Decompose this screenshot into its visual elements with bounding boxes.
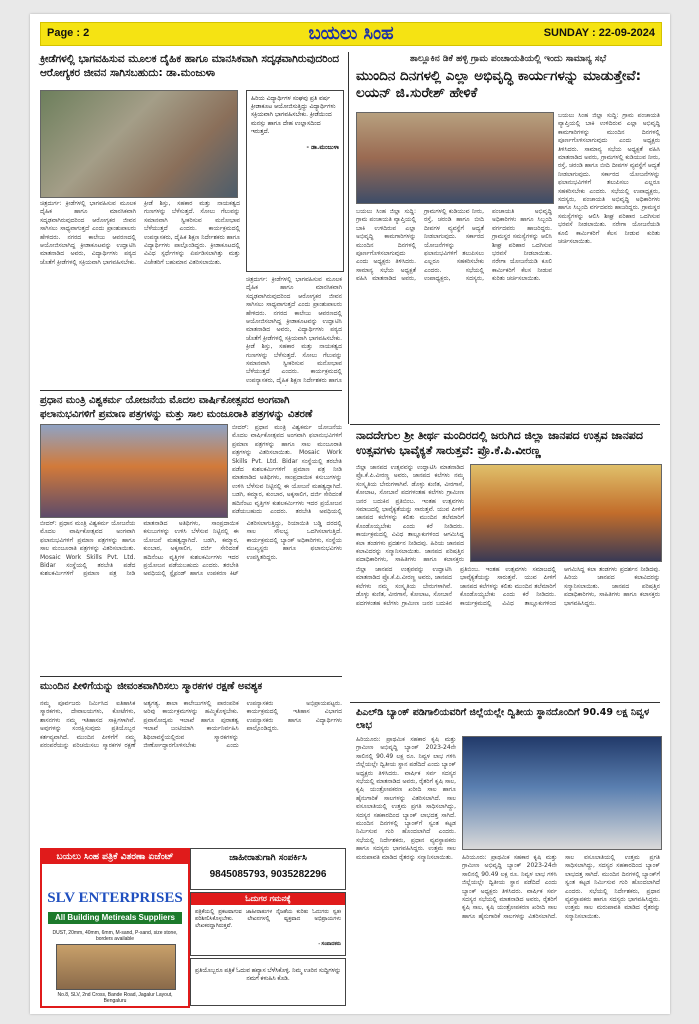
newspaper-title: ಬಯಲು ಸಿಂಹ [308, 23, 394, 44]
section-divider [40, 390, 342, 391]
story2-kicker: ತಾಲ್ಲೂಕಿನ ಡಿಕೆ ಹಳ್ಳಿ ಗ್ರಾಮ ಪಂಚಾಯತಿಯಲ್ಲಿ ಇಂದು ಸಾಮಾನ್ಯ ಸಭೆ [409, 54, 607, 64]
story5-headline: ಮುಂದಿನ ಪೀಳಿಗೆಯನ್ನು ಜೀವಂತವಾಗಿರಿಸಲು ಸ್ಮಾರಕಗಳ ರಕ್ಷಣೆ ಅವಶ್ಯಕ [40, 681, 263, 692]
story1-body: ಚಿತ್ರದುರ್ಗ: ಕ್ರೀಡೆಗಳಲ್ಲಿ ಭಾಗವಹಿಸುವ ಮೂಲಕ ದೈಹಿಕ ಹಾಗೂ ಮಾನಸಿಕವಾಗಿ ಸದೃಢವಾಗಿರುವುದರಿಂದ ಆರೋಗ್ಯಕರ ಜೀವನ ಸಾಗಿಸಲು ಸಾಧ್ಯವಾಗುತ್ತದೆ ಎಂದು ಪ್ರಾಂಶುಪಾಲರು ಹೇಳಿದರು. ನಗರದ ಕಾಲೇಜು ಆವರಣದಲ್ಲಿ ಆಯೋಜಿಸಲಾಗಿದ್ದ ಕ್ರೀಡಾಕೂಟವನ್ನು ಉದ್ಘಾಟಿಸಿ ಮಾತನಾಡಿದ ಅವರು, ವಿದ್ಯಾರ್ಥಿಗಳು ಪಠ್ಯದ ಜೊತೆಗೆ ಕ್ರೀಡೆಗಳಲ್ಲಿ ಸಕ್ರಿಯವಾಗಿ ಭಾಗವಹಿಸಬೇಕು. ಕ್ರೀಡೆ ಶಿಸ್ತು, ಸಹಕಾರ ಮತ್ತು ನಾಯಕತ್ವದ ಗುಣಗಳನ್ನು ಬೆಳೆಸುತ್ತದೆ. ಸೋಲು ಗೆಲುವನ್ನು ಸಮಾನವಾಗಿ ಸ್ವೀಕರಿಸುವ ಮನೋಭಾವ ಬೆಳೆಯುತ್ತದೆ ಎಂದರು. ಕಾರ್ಯಕ್ರಮದಲ್ಲಿ ಉಪನ್ಯಾಸಕರು, ದೈಹಿಕ ಶಿಕ್ಷಣ ನಿರ್ದೇಶಕರು ಹಾಗೂ ವಿದ್ಯಾರ್ಥಿಗಳು ಪಾಲ್ಗೊಂಡಿದ್ದರು. ಕ್ರೀಡಾಕೂಟದಲ್ಲಿ ವಿವಿಧ ಸ್ಪರ್ಧೆಗಳನ್ನು ಏರ್ಪಡಿಸಲಾಗಿತ್ತು ಮತ್ತು ವಿಜೇತರಿಗೆ ಬಹುಮಾನ ವಿತರಿಸಲಾಯಿತು. [40, 200, 240, 266]
column-divider [348, 52, 349, 424]
story4-photo [470, 464, 662, 562]
masthead [40, 22, 662, 46]
slv-ad-header: ಬಯಲು ಸಿಂಹ ಪತ್ರಿಕೆ ವಿತರಣಾ ಏಜೆಂಟ್ [42, 850, 188, 864]
issue-date: SUNDAY : 22-09-2024 [543, 27, 655, 39]
slv-address: No.8, SLV, 2nd Cross, Bande Road, Jagalur Layout, Bengaluru [57, 992, 173, 1004]
story3-body: ಬೀದರ್: ಪ್ರಧಾನ ಮಂತ್ರಿ ವಿಶ್ವಕರ್ಮ ಯೋಜನೆಯ ಮೊದಲ ವಾರ್ಷಿಕೋತ್ಸವದ ಅಂಗವಾಗಿ ಫಲಾನುಭವಿಗಳಿಗೆ ಪ್ರಮಾಣ ಪತ್ರಗಳನ್ನು ಹಾಗೂ ಸಾಲ ಮಂಜೂರಾತಿ ಪತ್ರಗಳನ್ನು ವಿತರಿಸಲಾಯಿತು. Mosaic Work Skills Pvt. Ltd. Bidar ಸಂಸ್ಥೆಯಲ್ಲಿ ತರಬೇತಿ ಪಡೆದ ಕುಶಲಕರ್ಮಿಗಳಿಗೆ ಪ್ರಮಾಣ ಪತ್ರ ನೀಡಿ ಮಾತನಾಡಿದ ಅತಿಥಿಗಳು, ಸಾಂಪ್ರದಾಯಿಕ ಕಸುಬುಗಳನ್ನು ಉಳಿಸಿ ಬೆಳೆಸುವ ನಿಟ್ಟಿನಲ್ಲಿ ಈ ಯೋಜನೆ ಮಹತ್ವದ್ದಾಗಿದೆ. ಬಡಗಿ, ಕಮ್ಮಾರ, ಕುಂಬಾರ, ಅಕ್ಕಸಾಲಿಗ, ದರ್ಜಿ ಸೇರಿದಂತೆ ಹದಿನೆಂಟು ವೃತ್ತಿಗಳ ಕುಶಲಕರ್ಮಿಗಳು ಇದರ ಪ್ರಯೋಜನ ಪಡೆಯಬಹುದು ಎಂದರು. ತರಬೇತಿ ಅವಧಿಯಲ್ಲಿ ಸ್ಟೈಫಂಡ್ ಹಾಗೂ ಉಪಕರಣ ಕಿಟ್ ವಿತರಿಸಲಾಗುತ್ತಿದ್ದು, ರಿಯಾಯಿತಿ ಬಡ್ಡಿ ದರದಲ್ಲಿ ಸಾಲ ಸೌಲಭ್ಯ ಒದಗಿಸಲಾಗುತ್ತಿದೆ. ಕಾರ್ಯಕ್ರಮದಲ್ಲಿ ಬ್ಯಾಂಕ್ ಅಧಿಕಾರಿಗಳು, ಸಂಸ್ಥೆಯ ಮುಖ್ಯಸ್ಥರು ಹಾಗೂ ಫಲಾನುಭವಿಗಳು ಉಪಸ್ಥಿತರಿದ್ದರು. [40, 520, 342, 578]
story1-quote-box [246, 90, 344, 272]
story2-headline: ಮುಂದಿನ ದಿನಗಳಲ್ಲಿ ಎಲ್ಲಾ ಅಭಿವೃದ್ಧಿ ಕಾರ್ಯಗಳನ್ನು ಮಾಡುತ್ತೇವೆ: ಲಯನ್ ಜಿ.ಸುರೇಶ್ ಹೇಳಿಕೆ [356, 68, 641, 101]
section-divider [40, 676, 342, 677]
story4-headline: ನಾದದೇಗುಲ ಶ್ರೀ ತೀರ್ಥ ಮಂದಿರದಲ್ಲಿ ಜರುಗಿದ ಜಿಲ್ಲಾ ಜಾನಪದ ಉತ್ಸವ ಜಾನಪದ ಉತ್ಸವಗಳು ಭಾವೈಕ್ಯತೆ ಸಾರುತ್ತವೆ: ಪ್ರೊ.ಕೆ.ಪಿ.ವೀರಣ್ಣ [356, 429, 643, 457]
story3-body-side: ಬೀದರ್: ಪ್ರಧಾನ ಮಂತ್ರಿ ವಿಶ್ವಕರ್ಮ ಯೋಜನೆಯ ಮೊದಲ ವಾರ್ಷಿಕೋತ್ಸವದ ಅಂಗವಾಗಿ ಫಲಾನುಭವಿಗಳಿಗೆ ಪ್ರಮಾಣ ಪತ್ರಗಳನ್ನು ಹಾಗೂ ಸಾಲ ಮಂಜೂರಾತಿ ಪತ್ರಗಳನ್ನು ವಿತರಿಸಲಾಯಿತು. Mosaic Work Skills Pvt. Ltd. Bidar ಸಂಸ್ಥೆಯಲ್ಲಿ ತರಬೇತಿ ಪಡೆದ ಕುಶಲಕರ್ಮಿಗಳಿಗೆ ಪ್ರಮಾಣ ಪತ್ರ ನೀಡಿ ಮಾತನಾಡಿದ ಅತಿಥಿಗಳು, ಸಾಂಪ್ರದಾಯಿಕ ಕಸುಬುಗಳನ್ನು ಉಳಿಸಿ ಬೆಳೆಸುವ ನಿಟ್ಟಿನಲ್ಲಿ ಈ ಯೋಜನೆ ಮಹತ್ವದ್ದಾಗಿದೆ. ಬಡಗಿ, ಕಮ್ಮಾರ, ಕುಂಬಾರ, ಅಕ್ಕಸಾಲಿಗ, ದರ್ಜಿ ಸೇರಿದಂತೆ ಹದಿನೆಂಟು ವೃತ್ತಿಗಳ ಕುಶಲಕರ್ಮಿಗಳು ಇದರ ಪ್ರಯೋಜನ ಪಡೆಯಬಹುದು ಎಂದರು. ತರಬೇತಿ ಅವಧಿಯಲ್ಲಿ [232, 424, 342, 516]
footer-box [190, 958, 346, 1006]
slv-tagline: All Building Metireals Suppliers [48, 912, 182, 924]
newspaper-page [30, 14, 670, 1014]
story1-quote: ಹಿರಿಯ ವಿದ್ಯಾರ್ಥಿಗಳ ಸಂಘವು ಪ್ರತಿ ವರ್ಷ ಕ್ರೀಡಾಕೂಟ ಆಯೋಜಿಸುತ್ತಿದ್ದು ವಿದ್ಯಾರ್ಥಿಗಳು ಸಕ್ರಿಯವಾಗಿ ಭಾಗವಹಿಸಬೇಕು. ಕ್ರೀಡೆಯಿಂದ ಮನಸ್ಸು ಹಾಗೂ ದೇಹ ಉಲ್ಲಾಸದಿಂದ ಇರುತ್ತದೆ. [251, 95, 336, 135]
story1-body-continued: ಚಿತ್ರದುರ್ಗ: ಕ್ರೀಡೆಗಳಲ್ಲಿ ಭಾಗವಹಿಸುವ ಮೂಲಕ ದೈಹಿಕ ಹಾಗೂ ಮಾನಸಿಕವಾಗಿ ಸದೃಢವಾಗಿರುವುದರಿಂದ ಆರೋಗ್ಯಕರ ಜೀವನ ಸಾಗಿಸಲು ಸಾಧ್ಯವಾಗುತ್ತದೆ ಎಂದು ಪ್ರಾಂಶುಪಾಲರು ಹೇಳಿದರು. ನಗರದ ಕಾಲೇಜು ಆವರಣದಲ್ಲಿ ಆಯೋಜಿಸಲಾಗಿದ್ದ ಕ್ರೀಡಾಕೂಟವನ್ನು ಉದ್ಘಾಟಿಸಿ ಮಾತನಾಡಿದ ಅವರು, ವಿದ್ಯಾರ್ಥಿಗಳು ಪಠ್ಯದ ಜೊತೆಗೆ ಕ್ರೀಡೆಗಳಲ್ಲಿ ಸಕ್ರಿಯವಾಗಿ ಭಾಗವಹಿಸಬೇಕು. ಕ್ರೀಡೆ ಶಿಸ್ತು, ಸಹಕಾರ ಮತ್ತು ನಾಯಕತ್ವದ ಗುಣಗಳನ್ನು ಬೆಳೆಸುತ್ತದೆ. ಸೋಲು ಗೆಲುವನ್ನು ಸಮಾನವಾಗಿ ಸ್ವೀಕರಿಸುವ ಮನೋಭಾವ ಬೆಳೆಯುತ್ತದೆ ಎಂದರು. ಕಾರ್ಯಕ್ರಮದಲ್ಲಿ ಉಪನ್ಯಾಸಕರು, ದೈಹಿಕ ಶಿಕ್ಷಣ ನಿರ್ದೇಶಕರು ಹಾಗೂ [246, 276, 342, 384]
story2-body: ಬಯಲು ಸಿಂಹ ಜಿಲ್ಲಾ ಸುದ್ದಿ: ಗ್ರಾಮ ಪಂಚಾಯತಿ ವ್ಯಾಪ್ತಿಯಲ್ಲಿ ಬಾಕಿ ಉಳಿದಿರುವ ಎಲ್ಲಾ ಅಭಿವೃದ್ಧಿ ಕಾಮಗಾರಿಗಳನ್ನು ಮುಂದಿನ ದಿನಗಳಲ್ಲಿ ಪೂರ್ಣಗೊಳಿಸಲಾಗುವುದು ಎಂದು ಅಧ್ಯಕ್ಷರು ತಿಳಿಸಿದರು. ಸಾಮಾನ್ಯ ಸಭೆಯ ಅಧ್ಯಕ್ಷತೆ ವಹಿಸಿ ಮಾತನಾಡಿದ ಅವರು, ಗ್ರಾಮಗಳಲ್ಲಿ ಕುಡಿಯುವ ನೀರು, ರಸ್ತೆ, ಚರಂಡಿ ಹಾಗೂ ಬೀದಿ ದೀಪಗಳ ವ್ಯವಸ್ಥೆಗೆ ಆದ್ಯತೆ ನೀಡಲಾಗುವುದು. ಸರ್ಕಾರದ ಯೋಜನೆಗಳನ್ನು ಫಲಾನುಭವಿಗಳಿಗೆ ತಲುಪಿಸಲು ಎಲ್ಲರೂ ಸಹಕರಿಸಬೇಕು ಎಂದರು. ಸಭೆಯಲ್ಲಿ ಉಪಾಧ್ಯಕ್ಷರು, ಸದಸ್ಯರು, ಪಂಚಾಯತಿ ಅಭಿವೃದ್ಧಿ ಅಧಿಕಾರಿಗಳು ಹಾಗೂ ಸಿಬ್ಬಂದಿ ವರ್ಗದವರು ಹಾಜರಿದ್ದರು. ಗ್ರಾಮಸ್ಥರ ಸಮಸ್ಯೆಗಳನ್ನು ಆಲಿಸಿ ಶೀಘ್ರ ಪರಿಹಾರ ಒದಗಿಸುವ ಭರವಸೆ ನೀಡಲಾಯಿತು. ನರೇಗಾ ಯೋಜನೆಯಡಿ ಕೂಲಿ ಕಾರ್ಮಿಕರಿಗೆ ಕೆಲಸ ನೀಡುವ ಕುರಿತು ಚರ್ಚಿಸಲಾಯಿತು. [356, 208, 552, 283]
slv-ad-photo [56, 944, 176, 990]
story1-headline: ಕ್ರೀಡೆಗಳಲ್ಲಿ ಭಾಗವಹಿಸುವ ಮೂಲಕ ದೈಹಿಕ ಹಾಗೂ ಮಾನಸಿಕವಾಗಿ ಸದೃಢವಾಗಿರುವುದರಿಂದ ಆರೋಗ್ಯಕರ ಜೀವನ ಸಾಗಿಸಬಹುದು: ಡಾ.ಮಂಜುಳಾ [40, 53, 340, 79]
contact-phones: 9845085793, 9035282296 [209, 869, 327, 880]
slv-advertisement [40, 848, 190, 1008]
notice-sign: - ಸಂಪಾದಕರು [318, 941, 341, 947]
story1-photo [40, 90, 238, 198]
story1-quote-author: - ಡಾ.ಮಂಜುಳಾ [306, 144, 339, 152]
reader-notice [190, 892, 346, 956]
story6-body: ಹಿರಿಯೂರು: ಪ್ರಾಥಮಿಕ ಸಹಕಾರ ಕೃಷಿ ಮತ್ತು ಗ್ರಾಮೀಣ ಅಭಿವೃದ್ಧಿ ಬ್ಯಾಂಕ್ 2023-24ನೇ ಸಾಲಿನಲ್ಲಿ 90.49 ಲಕ್ಷ ರೂ. ನಿವ್ವಳ ಲಾಭ ಗಳಿಸಿ ಜಿಲ್ಲೆಯಲ್ಲೇ ದ್ವಿತೀಯ ಸ್ಥಾನ ಪಡೆದಿದೆ ಎಂದು ಬ್ಯಾಂಕ್ ಅಧ್ಯಕ್ಷರು ತಿಳಿಸಿದರು. ವಾರ್ಷಿಕ ಸರ್ವ ಸದಸ್ಯರ ಸಭೆಯಲ್ಲಿ ಮಾತನಾಡಿದ ಅವರು, ರೈತರಿಗೆ ಕೃಷಿ ಸಾಲ, ಕೃಷಿ ಯಂತ್ರೋಪಕರಣ ಖರೀದಿ ಸಾಲ ಹಾಗೂ ಹೈನುಗಾರಿಕೆ ಸಾಲಗಳನ್ನು ವಿತರಿಸಲಾಗಿದೆ. ಸಾಲ ವಸೂಲಾತಿಯಲ್ಲಿ ಉತ್ತಮ ಪ್ರಗತಿ ಸಾಧಿಸಲಾಗಿದ್ದು, ಸದಸ್ಯರ ಸಹಕಾರದಿಂದ ಬ್ಯಾಂಕ್ ಲಾಭದತ್ತ ಸಾಗಿದೆ. ಮುಂದಿನ ದಿನಗಳಲ್ಲಿ ಬ್ಯಾಂಕ್‌ಗೆ ಸ್ವಂತ ಕಟ್ಟಡ ನಿರ್ಮಿಸುವ ಗುರಿ ಹೊಂದಲಾಗಿದೆ ಎಂದರು. ಸಭೆಯಲ್ಲಿ ನಿರ್ದೇಶಕರು, ಪ್ರಧಾನ ವ್ಯವಸ್ಥಾಪಕರು ಹಾಗೂ ಸದಸ್ಯರು ಭಾಗವಹಿಸಿದ್ದರು. ಉತ್ತಮ ಸಾಲ ಮರುಪಾವತಿ ಮಾಡಿದ ರೈತರನ್ನು ಸನ್ಮಾನಿಸಲಾಯಿತು. [462, 854, 660, 920]
page-number: Page : 2 [47, 27, 90, 39]
slv-name: SLV ENTERPRISES [47, 890, 183, 906]
story4-body: ಜಿಲ್ಲಾ ಜಾನಪದ ಉತ್ಸವವನ್ನು ಉದ್ಘಾಟಿಸಿ ಮಾತನಾಡಿದ ಪ್ರೊ.ಕೆ.ಪಿ.ವೀರಣ್ಣ ಅವರು, ಜಾನಪದ ಕಲೆಗಳು ನಮ್ಮ ಸಂಸ್ಕೃತಿಯ ಬೇರುಗಳಾಗಿವೆ. ಡೊಳ್ಳು ಕುಣಿತ, ವೀರಗಾಸೆ, ಕೋಲಾಟ, ಸೋಬಾನೆ ಪದಗಳಂತಹ ಕಲೆಗಳು ಗ್ರಾಮೀಣ ಜನರ ಬದುಕಿನ ಪ್ರತಿಬಿಂಬ. ಇಂತಹ ಉತ್ಸವಗಳು ಸಮಾಜದಲ್ಲಿ ಭಾವೈಕ್ಯತೆಯನ್ನು ಸಾರುತ್ತವೆ. ಯುವ ಪೀಳಿಗೆ ಜಾನಪದ ಕಲೆಗಳನ್ನು ಕಲಿತು ಮುಂದಿನ ತಲೆಮಾರಿಗೆ ಕೊಂಡೊಯ್ಯಬೇಕು ಎಂದು ಕರೆ ನೀಡಿದರು. ಕಾರ್ಯಕ್ರಮದಲ್ಲಿ ವಿವಿಧ ತಾಲ್ಲೂಕುಗಳಿಂದ ಆಗಮಿಸಿದ್ದ ಕಲಾ ತಂಡಗಳು ಪ್ರದರ್ಶನ ನೀಡಿದವು. ಹಿರಿಯ ಜಾನಪದ ಕಲಾವಿದರನ್ನು ಸನ್ಮಾನಿಸಲಾಯಿತು. ಜಾನಪದ ಪರಿಷತ್ತಿನ ಪದಾಧಿಕಾರಿಗಳು, ಸಾಹಿತಿಗಳು ಹಾಗೂ ಕಲಾಸಕ್ತರು ಭಾಗವಹಿಸಿದ್ದರು. [356, 566, 660, 607]
story4-body-side: ಜಿಲ್ಲಾ ಜಾನಪದ ಉತ್ಸವವನ್ನು ಉದ್ಘಾಟಿಸಿ ಮಾತನಾಡಿದ ಪ್ರೊ.ಕೆ.ಪಿ.ವೀರಣ್ಣ ಅವರು, ಜಾನಪದ ಕಲೆಗಳು ನಮ್ಮ ಸಂಸ್ಕೃತಿಯ ಬೇರುಗಳಾಗಿವೆ. ಡೊಳ್ಳು ಕುಣಿತ, ವೀರಗಾಸೆ, ಕೋಲಾಟ, ಸೋಬಾನೆ ಪದಗಳಂತಹ ಕಲೆಗಳು ಗ್ರಾಮೀಣ ಜನರ ಬದುಕಿನ ಪ್ರತಿಬಿಂಬ. ಇಂತಹ ಉತ್ಸವಗಳು ಸಮಾಜದಲ್ಲಿ ಭಾವೈಕ್ಯತೆಯನ್ನು ಸಾರುತ್ತವೆ. ಯುವ ಪೀಳಿಗೆ ಜಾನಪದ ಕಲೆಗಳನ್ನು ಕಲಿತು ಮುಂದಿನ ತಲೆಮಾರಿಗೆ ಕೊಂಡೊಯ್ಯಬೇಕು ಎಂದು ಕರೆ ನೀಡಿದರು. ಕಾರ್ಯಕ್ರಮದಲ್ಲಿ ವಿವಿಧ ತಾಲ್ಲೂಕುಗಳಿಂದ ಆಗಮಿಸಿದ್ದ ಕಲಾ ತಂಡಗಳು ಪ್ರದರ್ಶನ ನೀಡಿದವು. ಹಿರಿಯ ಜಾನಪದ ಕಲಾವಿದರನ್ನು ಸನ್ಮಾನಿಸಲಾಯಿತು. ಜಾನಪದ ಪರಿಷತ್ತಿನ ಪದಾಧಿಕಾರಿಗಳು, ಸಾಹಿತಿಗಳು ಹಾಗೂ ಕಲಾಸಕ್ತರು [356, 464, 464, 564]
contact-advertisement [190, 848, 346, 890]
section-divider [350, 702, 660, 703]
story6-body-side: ಹಿರಿಯೂರು: ಪ್ರಾಥಮಿಕ ಸಹಕಾರ ಕೃಷಿ ಮತ್ತು ಗ್ರಾಮೀಣ ಅಭಿವೃದ್ಧಿ ಬ್ಯಾಂಕ್ 2023-24ನೇ ಸಾಲಿನಲ್ಲಿ 90.49 ಲಕ್ಷ ರೂ. ನಿವ್ವಳ ಲಾಭ ಗಳಿಸಿ ಜಿಲ್ಲೆಯಲ್ಲೇ ದ್ವಿತೀಯ ಸ್ಥಾನ ಪಡೆದಿದೆ ಎಂದು ಬ್ಯಾಂಕ್ ಅಧ್ಯಕ್ಷರು ತಿಳಿಸಿದರು. ವಾರ್ಷಿಕ ಸರ್ವ ಸದಸ್ಯರ ಸಭೆಯಲ್ಲಿ ಮಾತನಾಡಿದ ಅವರು, ರೈತರಿಗೆ ಕೃಷಿ ಸಾಲ, ಕೃಷಿ ಯಂತ್ರೋಪಕರಣ ಖರೀದಿ ಸಾಲ ಹಾಗೂ ಹೈನುಗಾರಿಕೆ ಸಾಲಗಳನ್ನು ವಿತರಿಸಲಾಗಿದೆ. ಸಾಲ ವಸೂಲಾತಿಯಲ್ಲಿ ಉತ್ತಮ ಪ್ರಗತಿ ಸಾಧಿಸಲಾಗಿದ್ದು, ಸದಸ್ಯರ ಸಹಕಾರದಿಂದ ಬ್ಯಾಂಕ್ ಲಾಭದತ್ತ ಸಾಗಿದೆ. ಮುಂದಿನ ದಿನಗಳಲ್ಲಿ ಬ್ಯಾಂಕ್‌ಗೆ ಸ್ವಂತ ಕಟ್ಟಡ ನಿರ್ಮಿಸುವ ಗುರಿ ಹೊಂದಲಾಗಿದೆ ಎಂದರು. ಸಭೆಯಲ್ಲಿ ನಿರ್ದೇಶಕರು, ಪ್ರಧಾನ ವ್ಯವಸ್ಥಾಪಕರು ಹಾಗೂ ಸದಸ್ಯರು ಭಾಗವಹಿಸಿದ್ದರು. ಉತ್ತಮ ಸಾಲ ಮರುಪಾವತಿ ಮಾಡಿದ ರೈತರನ್ನು ಸನ್ಮಾನಿಸಲಾಯಿತು. [356, 736, 456, 861]
story5-body: ನಮ್ಮ ಪೂರ್ವಜರು ನಿರ್ಮಿಸಿದ ಐತಿಹಾಸಿಕ ಸ್ಮಾರಕಗಳು, ದೇವಾಲಯಗಳು, ಕೋಟೆಗಳು, ಶಾಸನಗಳು ನಮ್ಮ ಇತಿಹಾಸದ ಸಾಕ್ಷಿಗಳಾಗಿವೆ. ಅವುಗಳನ್ನು ಸಂರಕ್ಷಿಸುವುದು ಪ್ರತಿಯೊಬ್ಬರ ಕರ್ತವ್ಯವಾಗಿದೆ. ಮುಂದಿನ ಪೀಳಿಗೆಗೆ ನಮ್ಮ ಪರಂಪರೆಯನ್ನು ಪರಿಚಯಿಸಲು ಸ್ಮಾರಕಗಳ ರಕ್ಷಣೆ ಅತ್ಯಗತ್ಯ. ಶಾಲಾ ಕಾಲೇಜುಗಳಲ್ಲಿ ಪಾರಂಪರಿಕ ಅರಿವು ಕಾರ್ಯಕ್ರಮಗಳನ್ನು ಹಮ್ಮಿಕೊಳ್ಳಬೇಕು. ಪ್ರವಾಸೋದ್ಯಮ ಇಲಾಖೆ ಹಾಗೂ ಪುರಾತತ್ವ ಇಲಾಖೆ ಜಂಟಿಯಾಗಿ ಕಾರ್ಯನಿರ್ವಹಿಸಿ ಶಿಥಿಲಾವಸ್ಥೆಯಲ್ಲಿರುವ ಸ್ಮಾರಕಗಳನ್ನು ಜೀರ್ಣೋದ್ಧಾರಗೊಳಿಸಬೇಕು ಎಂದು ಉಪನ್ಯಾಸಕರು ಅಭಿಪ್ರಾಯಪಟ್ಟರು. ಕಾರ್ಯಕ್ರಮದಲ್ಲಿ ಇತಿಹಾಸ ವಿಭಾಗದ ಉಪನ್ಯಾಸಕರು ಹಾಗೂ ವಿದ್ಯಾರ್ಥಿಗಳು ಪಾಲ್ಗೊಂಡಿದ್ದರು. [40, 700, 342, 750]
contact-title: ಜಾಹೀರಾತುಗಾಗಿ ಸಂಪರ್ಕಿಸಿ [229, 853, 307, 863]
notice-text: ಪತ್ರಿಕೆಯಲ್ಲಿ ಪ್ರಕಟವಾಗುವ ಜಾಹೀರಾತುಗಳ ನೈಜತೆಯ ಕುರಿತು ಓದುಗರು ಸ್ವತಃ ಪರಿಶೀಲಿಸಿಕೊಳ್ಳಬೇಕು. ಲೇಖನಗಳಲ್ಲಿ ವ್ಯಕ್ತವಾದ ಅಭಿಪ್ರಾಯಗಳು ಲೇಖಕರದ್ದಾಗಿರುತ್ತವೆ. [195, 909, 341, 929]
story2-body-side: ಬಯಲು ಸಿಂಹ ಜಿಲ್ಲಾ ಸುದ್ದಿ: ಗ್ರಾಮ ಪಂಚಾಯತಿ ವ್ಯಾಪ್ತಿಯಲ್ಲಿ ಬಾಕಿ ಉಳಿದಿರುವ ಎಲ್ಲಾ ಅಭಿವೃದ್ಧಿ ಕಾಮಗಾರಿಗಳನ್ನು ಮುಂದಿನ ದಿನಗಳಲ್ಲಿ ಪೂರ್ಣಗೊಳಿಸಲಾಗುವುದು ಎಂದು ಅಧ್ಯಕ್ಷರು ತಿಳಿಸಿದರು. ಸಾಮಾನ್ಯ ಸಭೆಯ ಅಧ್ಯಕ್ಷತೆ ವಹಿಸಿ ಮಾತನಾಡಿದ ಅವರು, ಗ್ರಾಮಗಳಲ್ಲಿ ಕುಡಿಯುವ ನೀರು, ರಸ್ತೆ, ಚರಂಡಿ ಹಾಗೂ ಬೀದಿ ದೀಪಗಳ ವ್ಯವಸ್ಥೆಗೆ ಆದ್ಯತೆ ನೀಡಲಾಗುವುದು. ಸರ್ಕಾರದ ಯೋಜನೆಗಳನ್ನು ಫಲಾನುಭವಿಗಳಿಗೆ ತಲುಪಿಸಲು ಎಲ್ಲರೂ ಸಹಕರಿಸಬೇಕು ಎಂದರು. ಸಭೆಯಲ್ಲಿ ಉಪಾಧ್ಯಕ್ಷರು, ಸದಸ್ಯರು, ಪಂಚಾಯತಿ ಅಭಿವೃದ್ಧಿ ಅಧಿಕಾರಿಗಳು ಹಾಗೂ ಸಿಬ್ಬಂದಿ ವರ್ಗದವರು ಹಾಜರಿದ್ದರು. ಗ್ರಾಮಸ್ಥರ ಸಮಸ್ಯೆಗಳನ್ನು ಆಲಿಸಿ ಶೀಘ್ರ ಪರಿಹಾರ ಒದಗಿಸುವ ಭರವಸೆ ನೀಡಲಾಯಿತು. ನರೇಗಾ ಯೋಜನೆಯಡಿ ಕೂಲಿ ಕಾರ್ಮಿಕರಿಗೆ ಕೆಲಸ ನೀಡುವ ಕುರಿತು ಚರ್ಚಿಸಲಾಯಿತು. [558, 112, 660, 246]
notice-title: ಓದುಗರ ಗಮನಕ್ಕೆ [191, 893, 345, 905]
slv-details: DUST, 20mm, 40mm, 6mm, M-sand, P-sand, size stone, borders available [52, 930, 178, 942]
story6-photo [462, 736, 662, 850]
story3-photo [40, 424, 228, 518]
story2-photo [356, 112, 554, 204]
section-divider [350, 424, 660, 425]
footer-text: ಪ್ರತಿಯೊಬ್ಬರೂ ಪತ್ರಿಕೆ ಓದುವ ಹವ್ಯಾಸ ಬೆಳೆಸಿಕೊಳ್ಳಿ. ನಿಮ್ಮ ಊರಿನ ಸುದ್ದಿಗಳನ್ನು ನಮಗೆ ಕಳುಹಿಸಿ ಕೊಡಿ. [195, 968, 341, 982]
story3-headline: ಪ್ರಧಾನ ಮಂತ್ರಿ ವಿಶ್ವಕರ್ಮ ಯೋಜನೆಯ ಮೊದಲ ವಾರ್ಷಿಕೋತ್ಸವದ ಅಂಗವಾಗಿ ಫಲಾನುಭವಿಗಳಿಗೆ ಪ್ರಮಾಣ ಪತ್ರಗಳನ್ನು ಮತ್ತು ಸಾಲ ಮಂಜೂರಾತಿ ಪತ್ರಗಳನ್ನು ವಿತರಣೆ [40, 395, 313, 420]
story6-headline: ಪಿಎಲ್‌ಡಿ ಬ್ಯಾಂಕ್ ಪಡಿಗಾಲಿಯವರಿಗೆ ಜಿಲ್ಲೆಯಲ್ಲೇ ದ್ವಿತೀಯ ಸ್ಥಾನದೊಂದಿಗೆ 90.49 ಲಕ್ಷ ನಿವ್ವಳ ಲಾಭ [356, 707, 650, 731]
